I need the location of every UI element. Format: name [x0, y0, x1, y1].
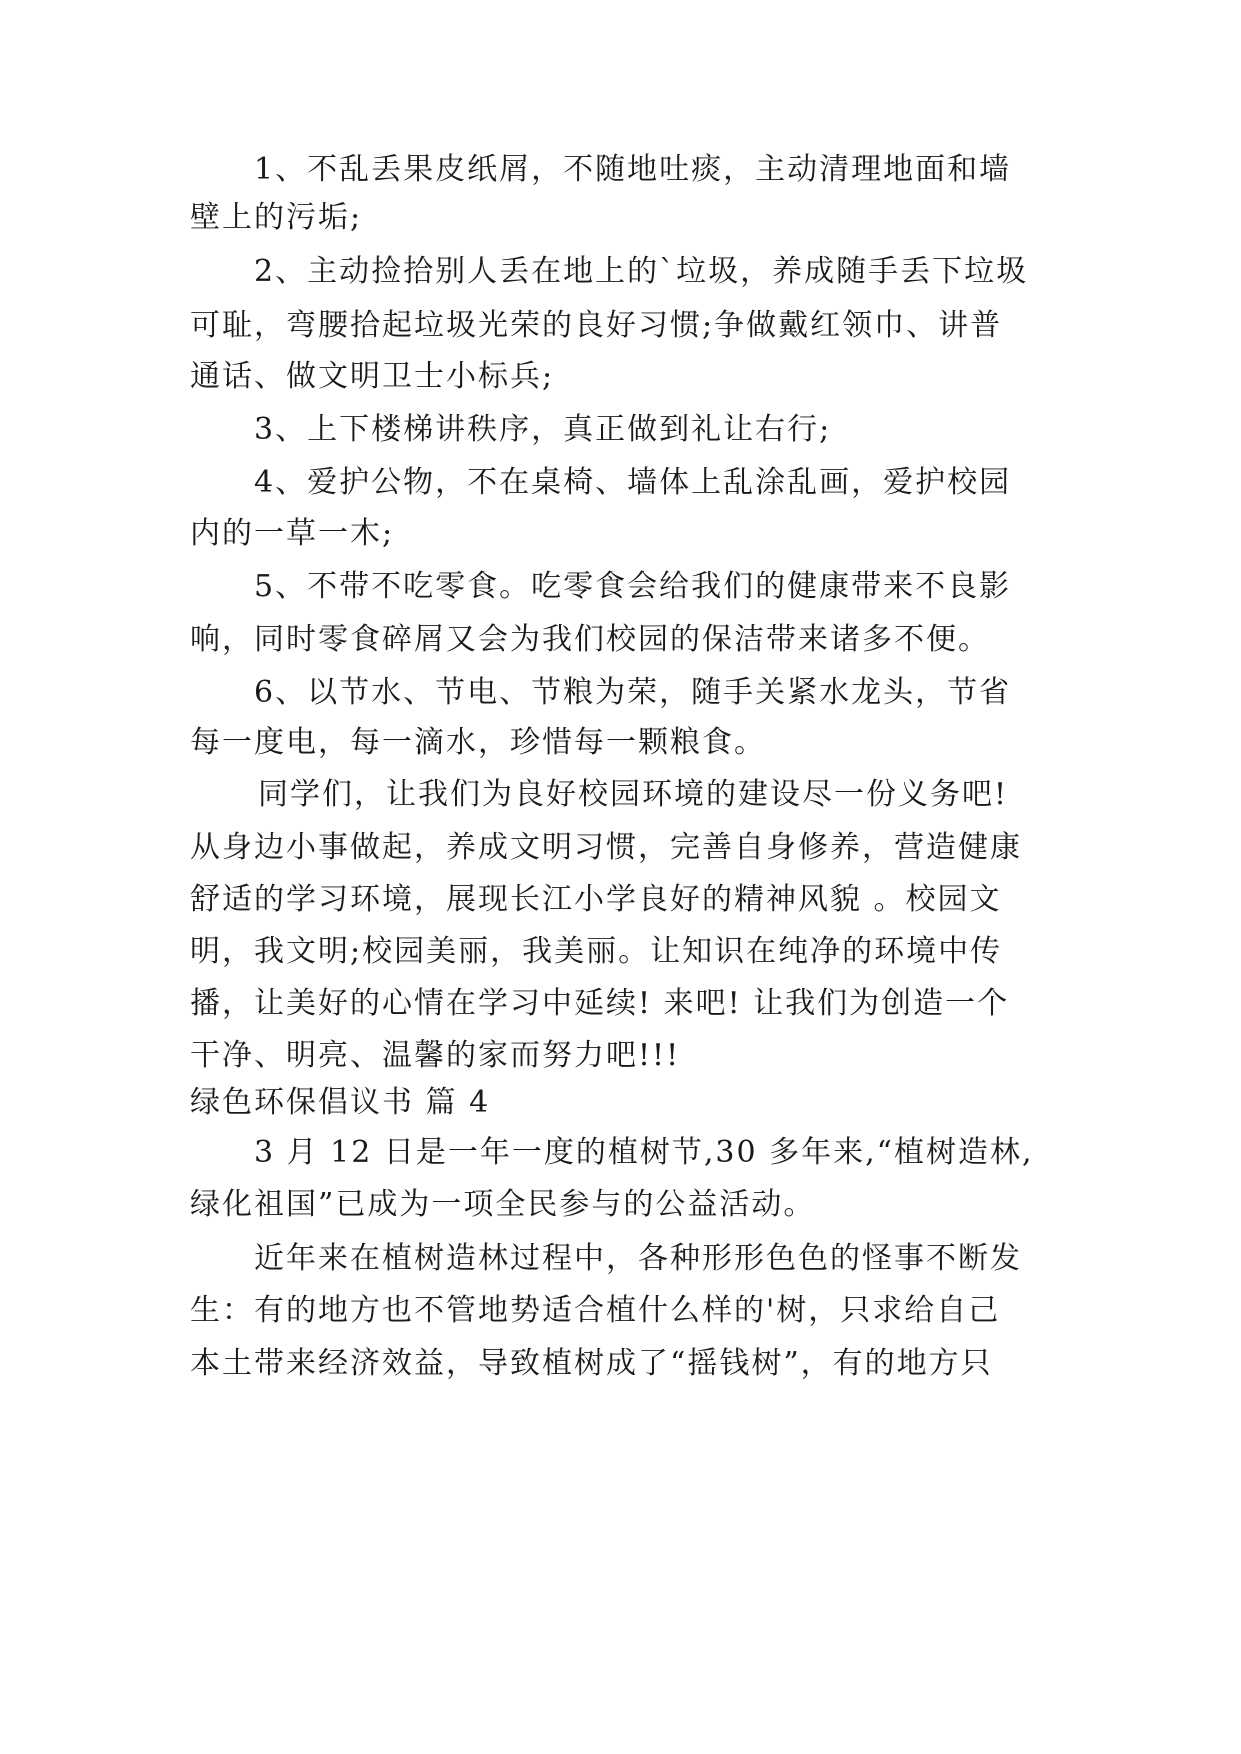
text-line: 生：有的地方也不管地势适合植什么样的'树，只求给自己 [190, 1293, 1001, 1328]
text-line: 可耻，弯腰拾起垃圾光荣的良好习惯;争做戴红领巾、讲普 [190, 308, 1003, 343]
text-line: 3 月 12 日是一年一度的植树节,30 多年来,“植树造林, [254, 1135, 1034, 1170]
text-line: 近年来在植树造林过程中，各种形形色色的怪事不断发 [254, 1241, 1022, 1276]
text-line: 2、主动捡拾别人丢在地上的`垃圾，养成随手丢下垃圾 [254, 254, 1029, 289]
text-line: 内的一草一木; [190, 516, 395, 551]
text-line: 同学们，让我们为良好校园环境的建设尽一份义务吧! [258, 777, 1009, 812]
section-heading: 绿色环保倡议书 篇 4 [190, 1085, 491, 1120]
text-line: 舒适的学习环境，展现长江小学良好的精神风貌 。校园文 [190, 882, 1002, 917]
text-line: 绿化祖国”已成为一项全民参与的公益活动。 [190, 1187, 816, 1222]
text-line: 3、上下楼梯讲秩序，真正做到礼让右行; [254, 412, 832, 447]
text-line: 从身边小事做起，养成文明习惯，完善自身修养，营造健康 [190, 830, 1022, 865]
text-line: 每一度电，每一滴水，珍惜每一颗粮食。 [190, 725, 766, 760]
text-line: 本土带来经济效益，导致植树成了“摇钱树”，有的地方只 [190, 1346, 993, 1381]
text-line: 响，同时零食碎屑又会为我们校园的保洁带来诸多不便。 [190, 622, 990, 657]
text-line: 1、不乱丢果皮纸屑，不随地吐痰，主动清理地面和墙 [254, 152, 1012, 187]
text-line: 通话、做文明卫士小标兵; [190, 359, 555, 394]
text-line: 壁上的污垢; [190, 200, 363, 235]
text-line: 6、以节水、节电、节粮为荣，随手关紧水龙头，节省 [254, 675, 1012, 710]
text-line: 干净、明亮、温馨的家而努力吧!!! [190, 1038, 681, 1073]
text-line: 5、不带不吃零食。吃零食会给我们的健康带来不良影 [254, 569, 1012, 604]
text-line: 4、爱护公物，不在桌椅、墙体上乱涂乱画，爱护校园 [254, 465, 1012, 500]
text-line: 明，我文明;校园美丽，我美丽。让知识在纯净的环境中传 [190, 934, 1003, 969]
text-line: 播，让美好的心情在学习中延续! 来吧! 让我们为创造一个 [190, 986, 1010, 1021]
